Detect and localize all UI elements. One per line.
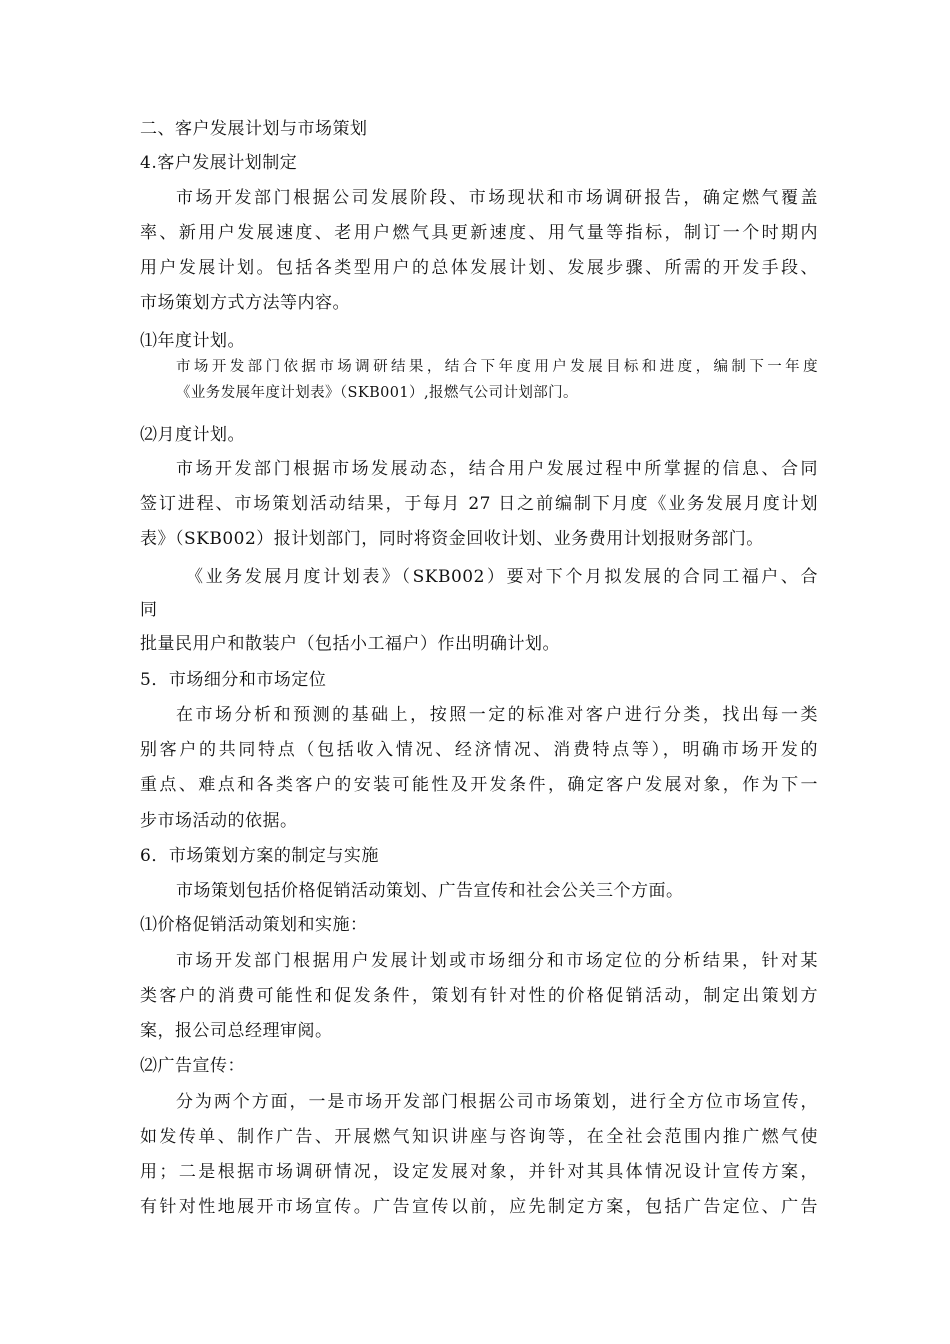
paragraph-line: 用；二是根据市场调研情况，设定发展对象，并针对其具体情况设计宣传方案， — [140, 1162, 818, 1182]
paragraph-line: 分为两个方面，一是市场开发部门根据公司市场策划，进行全方位市场宣传， — [176, 1092, 818, 1112]
paragraph-line: 率、新用户发展速度、老用户燃气具更新速度、用气量等指标，制订一个时期内 — [140, 223, 818, 243]
paragraph-line: 用户发展计划。包括各类型用户的总体发展计划、发展步骤、所需的开发手段、 — [140, 258, 818, 278]
paragraph-line: 市场策划方式方法等内容。 — [140, 293, 350, 313]
paragraph-line: 《业务发展年度计划表》（SKB001）,报燃气公司计划部门。 — [176, 385, 578, 401]
subsection-heading: 5．市场细分和市场定位 — [140, 670, 327, 690]
paragraph-line: 签订进程、市场策划活动结果，于每月 27 日之前编制下月度《业务发展月度计划 — [140, 494, 818, 514]
paragraph-line: 市场开发部门依据市场调研结果，结合下年度用户发展目标和进度，编制下一年度 — [176, 359, 818, 375]
item-heading: ⑵广告宣传： — [140, 1056, 245, 1076]
paragraph-line: 同 — [140, 600, 158, 620]
paragraph-line: 市场开发部门根据用户发展计划或市场细分和市场定位的分析结果，针对某 — [176, 951, 818, 971]
paragraph-line: 批量民用户和散装户（包括小工福户）作出明确计划。 — [140, 634, 560, 654]
paragraph-line: 案，报公司总经理审阅。 — [140, 1021, 333, 1041]
paragraph-line: 市场开发部门根据公司发展阶段、市场现状和市场调研报告，确定燃气覆盖 — [176, 188, 818, 208]
section-heading: 二、客户发展计划与市场策划 — [140, 119, 368, 139]
paragraph-line: 如发传单、制作广告、开展燃气知识讲座与咨询等，在全社会范围内推广燃气使 — [140, 1127, 818, 1147]
paragraph-line: 别客户的共同特点（包括收入情况、经济情况、消费特点等），明确市场开发的 — [140, 740, 818, 760]
paragraph-line: 类客户的消费可能性和促发条件，策划有针对性的价格促销活动，制定出策划方 — [140, 986, 818, 1006]
paragraph-line: 表》（SKB002）报计划部门，同时将资金回收计划、业务费用计划报财务部门。 — [140, 529, 764, 549]
paragraph-line: 有针对性地展开市场宣传。广告宣传以前，应先制定方案，包括广告定位、广告 — [140, 1197, 818, 1217]
item-heading: ⑵月度计划。 — [140, 425, 245, 445]
paragraph-line: 重点、难点和各类客户的安装可能性及开发条件，确定客户发展对象，作为下一 — [140, 775, 818, 795]
subsection-heading: 4.客户发展计划制定 — [140, 153, 298, 173]
paragraph-line: 步市场活动的依据。 — [140, 811, 298, 831]
paragraph-line: 市场策划包括价格促销活动策划、广告宣传和社会公关三个方面。 — [176, 881, 684, 901]
item-heading: ⑴价格促销活动策划和实施： — [140, 915, 368, 935]
subsection-heading: 6．市场策划方案的制定与实施 — [140, 846, 379, 866]
paragraph-line: 《业务发展月度计划表》（SKB002）要对下个月拟发展的合同工福户、合 — [186, 567, 818, 587]
item-heading: ⑴年度计划。 — [140, 331, 245, 351]
paragraph-line: 市场开发部门根据市场发展动态，结合用户发展过程中所掌握的信息、合同 — [176, 459, 818, 479]
paragraph-line: 在市场分析和预测的基础上，按照一定的标准对客户进行分类，找出每一类 — [176, 705, 818, 725]
